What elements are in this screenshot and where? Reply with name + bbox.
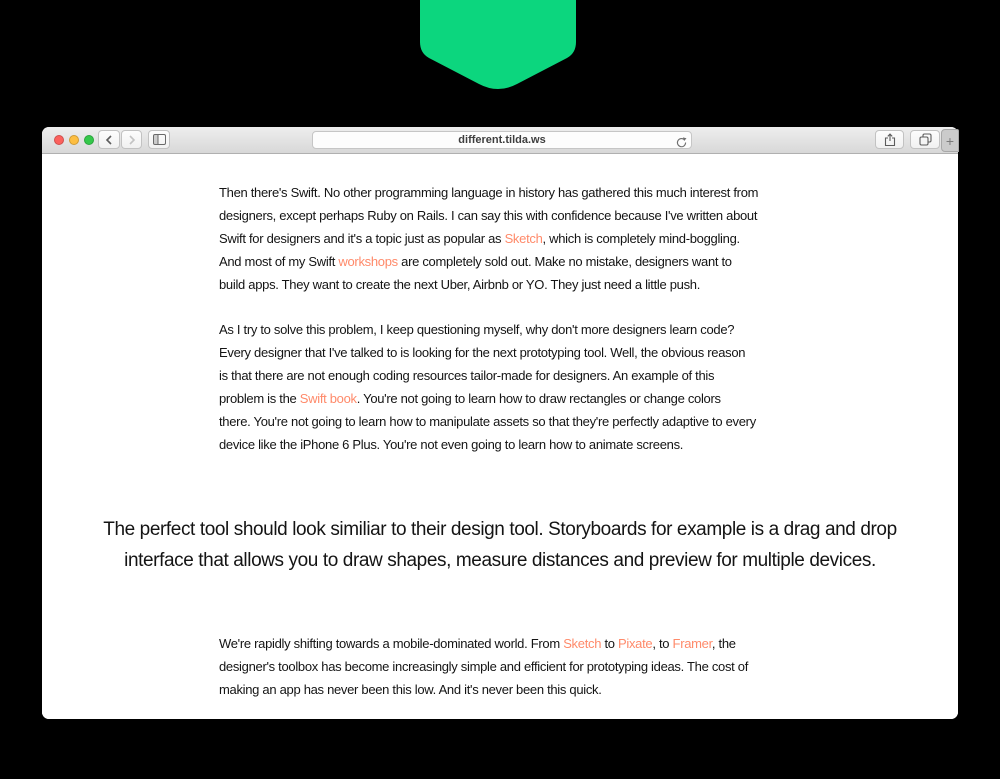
text-segment: Then there's Swift. No other programming language in history has gathered this much interest from bbox=[219, 185, 759, 200]
link-pixate[interactable]: Pixate bbox=[618, 636, 653, 651]
text-line bbox=[219, 318, 781, 341]
text-segment: , which is completely mind-boggling. bbox=[542, 231, 740, 246]
link-swift-book[interactable]: Swift book bbox=[299, 391, 357, 406]
text-line bbox=[219, 227, 781, 250]
text-segment: designer's toolbox has become increasingly simple and efficient for prototyping ideas. The cost of bbox=[219, 659, 749, 674]
text-segment: device like the iPhone 6 Plus. You're not even going to learn how to animate screens. bbox=[219, 437, 684, 452]
url-text: different.tilda.ws bbox=[458, 134, 546, 146]
brand-shape bbox=[420, 0, 576, 92]
text-line bbox=[219, 250, 781, 273]
text-line bbox=[219, 433, 781, 456]
text-line bbox=[219, 341, 781, 364]
text-line bbox=[219, 632, 781, 655]
new-tab-button[interactable] bbox=[941, 129, 959, 152]
paragraph bbox=[219, 632, 781, 701]
sidebar-toggle-button[interactable] bbox=[148, 130, 170, 149]
text-segment: to bbox=[601, 636, 619, 651]
paragraph bbox=[219, 318, 781, 456]
zoom-button[interactable] bbox=[84, 135, 94, 145]
text-segment: problem is the bbox=[219, 391, 300, 406]
forward-button[interactable] bbox=[121, 130, 142, 149]
share-button[interactable] bbox=[875, 130, 904, 149]
text-segment: . You're not going to learn how to draw rectangles or change colors bbox=[356, 391, 721, 406]
text-segment: Every designer that I've talked to is looking for the next prototyping tool. Well, the obvious reason bbox=[219, 345, 746, 360]
close-button[interactable] bbox=[54, 135, 64, 145]
text-line bbox=[219, 273, 781, 296]
text-segment: As I try to solve this problem, I keep questioning myself, why don't more designers learn code? bbox=[219, 322, 735, 337]
page-content[interactable] bbox=[42, 154, 958, 719]
text-line bbox=[219, 181, 781, 204]
chevron-right-icon bbox=[128, 135, 136, 145]
text-segment: there. You're not going to learn how to manipulate assets so that they're perfectly adaptive to every bbox=[219, 414, 756, 429]
link-workshops[interactable]: workshops bbox=[338, 254, 398, 269]
text-segment: interface that allows you to draw shapes, measure distances and preview for multiple devices. bbox=[124, 550, 876, 571]
link-sketch[interactable]: Sketch bbox=[563, 636, 602, 651]
sidebar-icon bbox=[153, 134, 166, 145]
text-line bbox=[219, 364, 781, 387]
pull-quote bbox=[42, 514, 958, 576]
article bbox=[42, 154, 958, 701]
text-segment: Swift for designers and it's a topic just as popular as bbox=[219, 231, 505, 246]
text-segment: And most of my Swift bbox=[219, 254, 339, 269]
browser-window bbox=[42, 127, 958, 719]
text-segment: are completely sold out. Make no mistake, designers want to bbox=[397, 254, 732, 269]
text-line bbox=[42, 545, 958, 576]
text-segment: is that there are not enough coding resources tailor-made for designers. An example of this bbox=[219, 368, 715, 383]
text-line bbox=[219, 410, 781, 433]
text-segment: , to bbox=[652, 636, 673, 651]
text-line bbox=[219, 678, 781, 701]
text-line bbox=[219, 387, 781, 410]
text-line bbox=[42, 514, 958, 545]
text-segment: We're rapidly shifting towards a mobile-dominated world. From bbox=[219, 636, 564, 651]
text-segment: designers, except perhaps Ruby on Rails. I can say this with confidence because I've written about bbox=[219, 208, 758, 223]
brand-shape-path bbox=[420, 0, 576, 89]
reload-icon bbox=[676, 137, 687, 148]
link-framer[interactable]: Framer bbox=[672, 636, 712, 651]
reload-button[interactable] bbox=[676, 135, 687, 153]
text-line bbox=[219, 204, 781, 227]
paragraph bbox=[219, 181, 781, 296]
text-segment: The perfect tool should look similiar to their design tool. Storyboards for example is a drag and drop bbox=[103, 519, 897, 540]
text-segment: , the bbox=[711, 636, 736, 651]
browser-toolbar bbox=[42, 127, 958, 154]
plus-icon: + bbox=[945, 132, 955, 149]
text-line bbox=[219, 655, 781, 678]
address-bar[interactable] bbox=[312, 131, 692, 149]
text-segment: build apps. They want to create the next Uber, Airbnb or YO. They just need a little push. bbox=[219, 277, 701, 292]
link-sketch[interactable]: Sketch bbox=[504, 231, 543, 246]
share-icon bbox=[884, 133, 896, 147]
tab-overview-button[interactable] bbox=[910, 130, 940, 149]
minimize-button[interactable] bbox=[69, 135, 79, 145]
text-segment: making an app has never been this low. And it's never been this quick. bbox=[219, 682, 602, 697]
chevron-left-icon bbox=[105, 135, 113, 145]
tabs-icon bbox=[919, 133, 932, 146]
back-button[interactable] bbox=[98, 130, 120, 149]
